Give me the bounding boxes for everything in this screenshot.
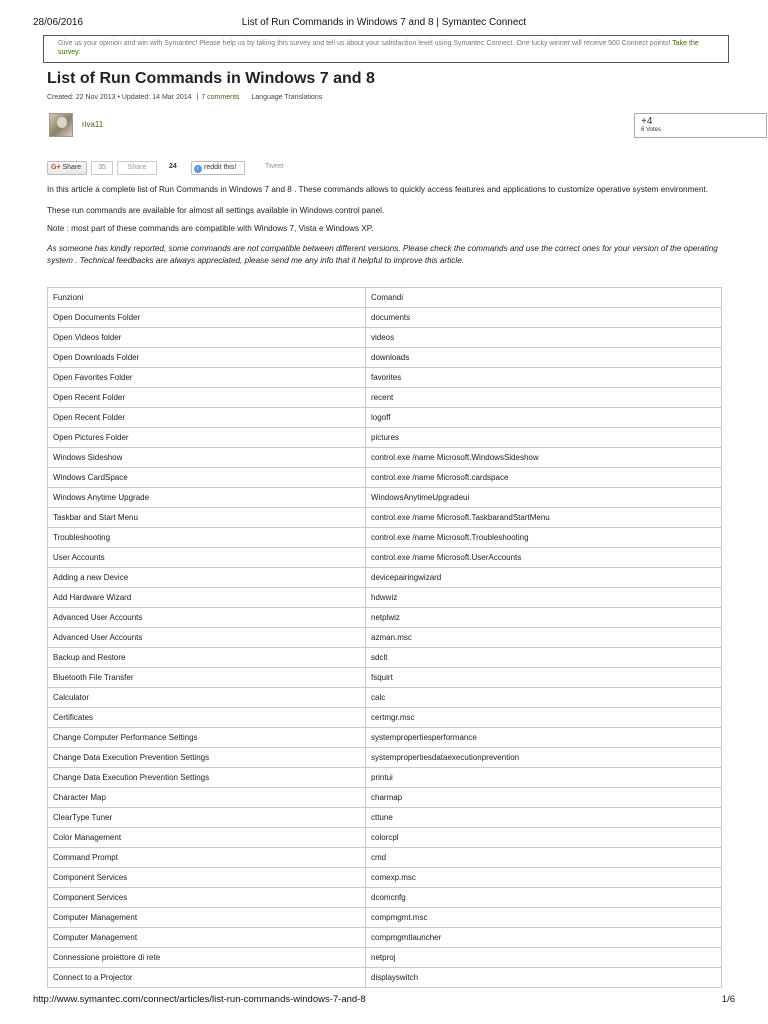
command-cell: fsquirt bbox=[366, 668, 722, 688]
function-cell: Open Pictures Folder bbox=[48, 428, 366, 448]
page-number: 1/6 bbox=[721, 994, 735, 1005]
table-row bbox=[48, 828, 722, 848]
function-cell: Open Recent Folder bbox=[48, 388, 366, 408]
table-row bbox=[48, 728, 722, 748]
compatibility-note: Note : most part of these commands are compatible with Windows 7, Vista e Windows XP. bbox=[47, 224, 374, 233]
command-cell: hdwwiz bbox=[366, 588, 722, 608]
function-cell: ClearType Tuner bbox=[48, 808, 366, 828]
reddit-icon: r bbox=[194, 165, 202, 173]
table-row bbox=[48, 848, 722, 868]
updated-date: Updated: 14 Mar 2014 bbox=[121, 94, 192, 101]
print-date: 28/06/2016 bbox=[33, 17, 84, 28]
survey-text: Give us your opinion and win with Symantec! Please help us by taking this survey and tell us about your satisfaction level using Symantec Connect. One lucky winner will receive 500 Connect points! bbox=[58, 40, 671, 47]
command-cell: netplwiz bbox=[366, 608, 722, 628]
table-row bbox=[48, 448, 722, 468]
avatar[interactable] bbox=[49, 113, 73, 137]
survey-link[interactable]: Take the survey. bbox=[58, 40, 699, 56]
function-cell: Windows Sideshow bbox=[48, 448, 366, 468]
function-cell: Character Map bbox=[48, 788, 366, 808]
command-cell: recent bbox=[366, 388, 722, 408]
function-cell: Adding a new Device bbox=[48, 568, 366, 588]
meta-separator: | bbox=[196, 94, 199, 101]
table-row bbox=[48, 488, 722, 508]
table-row bbox=[48, 588, 722, 608]
created-date: Created: 22 Nov 2013 bbox=[47, 94, 116, 101]
command-cell: favorites bbox=[366, 368, 722, 388]
function-cell: Windows CardSpace bbox=[48, 468, 366, 488]
function-cell: Color Management bbox=[48, 828, 366, 848]
table-row bbox=[48, 888, 722, 908]
function-cell: Taskbar and Start Menu bbox=[48, 508, 366, 528]
reddit-button[interactable] bbox=[191, 161, 245, 175]
intro-paragraph: In this article a complete list of Run Commands in Windows 7 and 8 . These commands allows to quickly access features and applications to customize operative system environment. bbox=[47, 185, 709, 194]
command-cell: cmd bbox=[366, 848, 722, 868]
table-row bbox=[48, 668, 722, 688]
table-row bbox=[48, 428, 722, 448]
command-cell: control.exe /name Microsoft.cardspace bbox=[366, 468, 722, 488]
function-cell: Connessione proiettore di rete bbox=[48, 948, 366, 968]
table-row bbox=[48, 808, 722, 828]
availability-paragraph: These run commands are available for almost all settings available in Windows control panel. bbox=[47, 206, 385, 215]
command-cell: downloads bbox=[366, 348, 722, 368]
command-cell: devicepairingwizard bbox=[366, 568, 722, 588]
print-page-title: List of Run Commands in Windows 7 and 8 | Symantec Connect bbox=[241, 17, 527, 28]
function-cell: Bluetooth File Transfer bbox=[48, 668, 366, 688]
command-cell: calc bbox=[366, 688, 722, 708]
print-header bbox=[33, 17, 735, 31]
table-row bbox=[48, 328, 722, 348]
article-title: List of Run Commands in Windows 7 and 8 bbox=[47, 70, 375, 87]
table-row bbox=[48, 628, 722, 648]
table-row bbox=[48, 768, 722, 788]
comments-link[interactable]: 7 comments bbox=[201, 94, 240, 101]
command-cell: netproj bbox=[366, 948, 722, 968]
function-cell: Open Favorites Folder bbox=[48, 368, 366, 388]
table-header-row bbox=[48, 288, 722, 308]
command-cell: compmgmtlauncher bbox=[366, 928, 722, 948]
table-row bbox=[48, 608, 722, 628]
table-row bbox=[48, 648, 722, 668]
table-row bbox=[48, 948, 722, 968]
table-row bbox=[48, 388, 722, 408]
command-cell: WindowsAnytimeUpgradeui bbox=[366, 488, 722, 508]
function-cell: Change Data Execution Prevention Settings bbox=[48, 768, 366, 788]
command-cell: printui bbox=[366, 768, 722, 788]
author-row bbox=[47, 113, 721, 137]
google-plus-share-label: Share bbox=[62, 164, 82, 171]
table-row bbox=[48, 548, 722, 568]
function-cell: Troubleshooting bbox=[48, 528, 366, 548]
command-cell: comexp.msc bbox=[366, 868, 722, 888]
function-cell: User Accounts bbox=[48, 548, 366, 568]
author-name[interactable]: riva11 bbox=[82, 120, 104, 129]
table-row bbox=[48, 968, 722, 988]
function-cell: Change Computer Performance Settings bbox=[48, 728, 366, 748]
command-cell: azman.msc bbox=[366, 628, 722, 648]
function-cell: Open Downloads Folder bbox=[48, 348, 366, 368]
table-row bbox=[48, 788, 722, 808]
command-cell: control.exe /name Microsoft.TaskbarandStartMenu bbox=[366, 508, 722, 528]
function-cell: Certificates bbox=[48, 708, 366, 728]
function-cell: Open Recent Folder bbox=[48, 408, 366, 428]
language-translations-link[interactable]: Language Translations bbox=[251, 94, 323, 101]
table-row bbox=[48, 688, 722, 708]
function-cell: Connect to a Projector bbox=[48, 968, 366, 988]
linkedin-share-button[interactable]: Share bbox=[117, 161, 157, 175]
command-cell: cttune bbox=[366, 808, 722, 828]
function-cell: Computer Management bbox=[48, 908, 366, 928]
command-cell: control.exe /name Microsoft.Troubleshooting bbox=[366, 528, 722, 548]
function-cell: Computer Management bbox=[48, 928, 366, 948]
command-cell: systempropertiesperformance bbox=[366, 728, 722, 748]
command-cell: displayswitch bbox=[366, 968, 722, 988]
table-row bbox=[48, 868, 722, 888]
reddit-label: reddit this! bbox=[204, 164, 237, 171]
command-cell: pictures bbox=[366, 428, 722, 448]
command-cell: compmgmt.msc bbox=[366, 908, 722, 928]
function-cell: Advanced User Accounts bbox=[48, 608, 366, 628]
table-row bbox=[48, 908, 722, 928]
google-plus-count: 35 bbox=[91, 161, 113, 175]
column-header-commands: Comandi bbox=[366, 288, 722, 308]
function-cell: Backup and Restore bbox=[48, 648, 366, 668]
linkedin-share-count: 24 bbox=[169, 163, 177, 170]
function-cell: Open Videos folder bbox=[48, 328, 366, 348]
function-cell: Component Services bbox=[48, 888, 366, 908]
vote-count: 6 Votes bbox=[641, 127, 662, 133]
table-row bbox=[48, 348, 722, 368]
function-cell: Command Prompt bbox=[48, 848, 366, 868]
votes-box bbox=[634, 113, 767, 138]
function-cell: Change Data Execution Prevention Settings bbox=[48, 748, 366, 768]
google-plus-icon: G+ bbox=[51, 164, 61, 171]
function-cell: Add Hardware Wizard bbox=[48, 588, 366, 608]
table-row bbox=[48, 508, 722, 528]
function-cell: Open Documents Folder bbox=[48, 308, 366, 328]
function-cell: Advanced User Accounts bbox=[48, 628, 366, 648]
command-cell: charmap bbox=[366, 788, 722, 808]
vote-score[interactable]: +4 bbox=[641, 116, 653, 127]
table-row bbox=[48, 468, 722, 488]
command-cell: dcomcnfg bbox=[366, 888, 722, 908]
table-row bbox=[48, 308, 722, 328]
google-plus-share-button[interactable] bbox=[47, 161, 87, 175]
command-cell: certmgr.msc bbox=[366, 708, 722, 728]
table-row bbox=[48, 568, 722, 588]
disclaimer-paragraph: As someone has kindly reported, some commands are not compatible between different versions. Please check the commands and use the correct ones for your version of the operating system . Technical feedbacks are always appreciated, please send me any info that it helpful to improve this article. bbox=[47, 244, 718, 265]
table-row bbox=[48, 748, 722, 768]
survey-banner bbox=[43, 35, 729, 63]
table-row bbox=[48, 528, 722, 548]
command-cell: colorcpl bbox=[366, 828, 722, 848]
table-row bbox=[48, 408, 722, 428]
article-meta bbox=[47, 94, 322, 101]
function-cell: Windows Anytime Upgrade bbox=[48, 488, 366, 508]
article-body bbox=[47, 184, 721, 273]
command-cell: documents bbox=[366, 308, 722, 328]
function-cell: Calculator bbox=[48, 688, 366, 708]
command-cell: logoff bbox=[366, 408, 722, 428]
run-commands-table bbox=[47, 287, 722, 988]
meta-bullet: • bbox=[117, 94, 120, 101]
command-cell: control.exe /name Microsoft.WindowsSideshow bbox=[366, 448, 722, 468]
command-cell: videos bbox=[366, 328, 722, 348]
command-cell: sdclt bbox=[366, 648, 722, 668]
table-row bbox=[48, 708, 722, 728]
command-cell: systempropertiesdataexecutionprevention bbox=[366, 748, 722, 768]
table-row bbox=[48, 928, 722, 948]
function-cell: Component Services bbox=[48, 868, 366, 888]
page-url: http://www.symantec.com/connect/articles/list-run-commands-windows-7-and-8 bbox=[33, 994, 366, 1005]
column-header-functions: Funzioni bbox=[48, 288, 366, 308]
table-row bbox=[48, 368, 722, 388]
command-cell: control.exe /name Microsoft.UserAccounts bbox=[366, 548, 722, 568]
tweet-button[interactable]: Tweet bbox=[265, 163, 284, 170]
